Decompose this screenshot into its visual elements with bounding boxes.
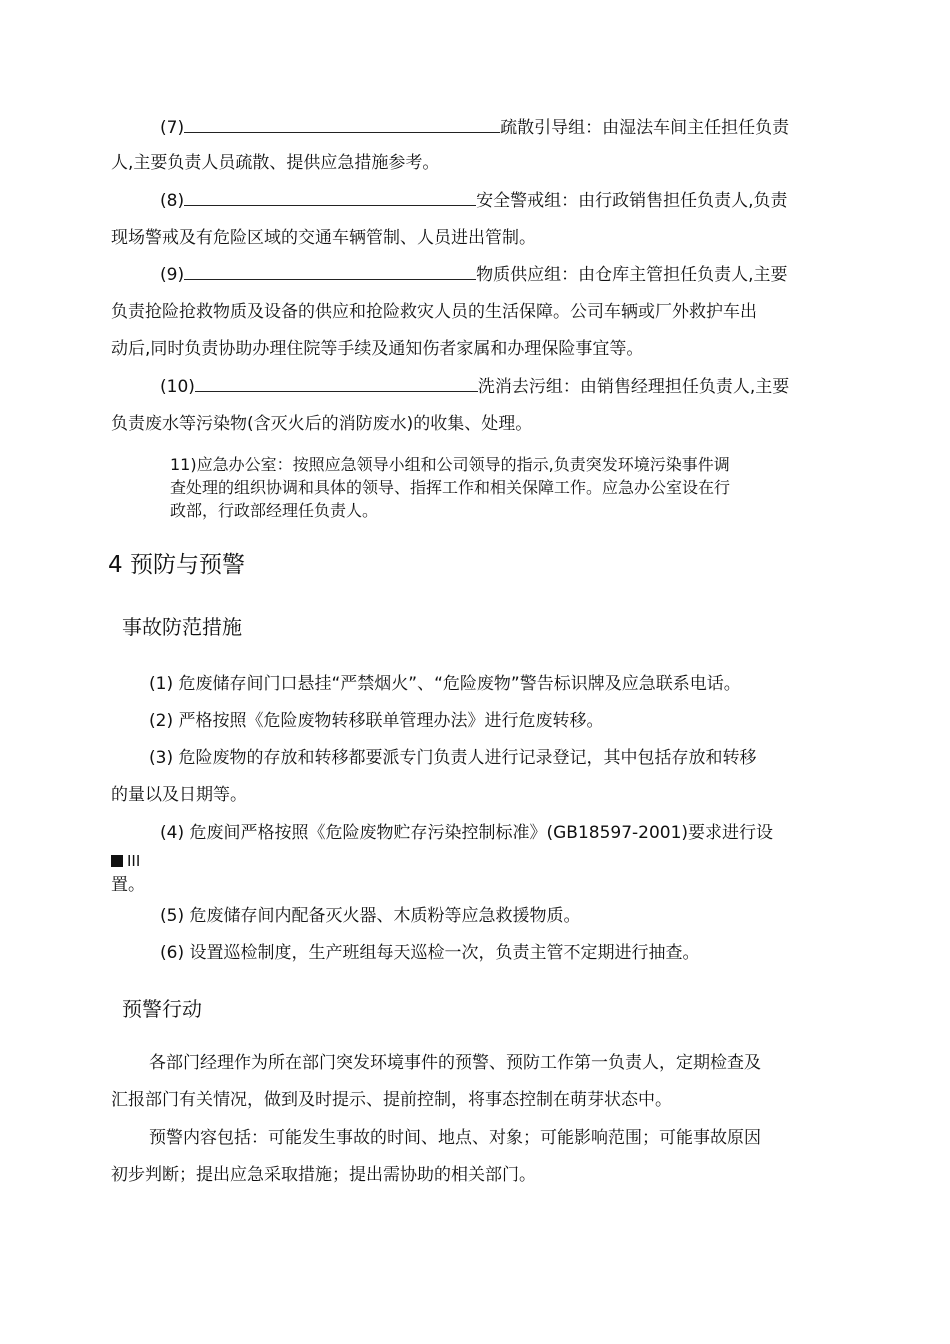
office-line-2: 查处理的组织协调和具体的领导、指挥工作和相关保障工作。应急办公室设在行 [170, 478, 731, 497]
measures-heading: 事故防范措施 [122, 615, 242, 639]
role-9-number: (9) [160, 265, 185, 285]
measure-2: (2) 严格按照《危险废物转移联单管理办法》进行危废转移。 [149, 711, 604, 731]
office-line-1: 11)应急办公室：按照应急领导小组和公司领导的指示,负责突发环境污染事件调 [170, 455, 730, 474]
role-10-number: (10) [160, 377, 195, 397]
warning-paragraph-2-line-2: 初步判断；提出应急采取措施；提出需协助的相关部门。 [111, 1165, 536, 1185]
office-line-3: 政部，行政部经理任负责人。 [170, 501, 379, 520]
measure-3-line-2: 的量以及日期等。 [111, 785, 247, 805]
black-square-icon [111, 855, 123, 867]
measure-1: (1) 危废储存间门口悬挂“严禁烟火”、“危险废物”警告标识牌及应急联系电话。 [149, 674, 741, 694]
role-9-title: 物质供应组：由仓库主管担任负责人,主要 [476, 265, 788, 285]
role-7-line [160, 117, 789, 139]
role-8-blank [184, 191, 476, 206]
role-9-continuation: 负责抢险抢救物质及设备的供应和抢险救灾人员的生活保障。公司车辆或厂外救护车出 [111, 302, 757, 322]
role-8-number: (8) [160, 191, 185, 211]
role-8-line [160, 190, 788, 212]
role-10-line [160, 376, 789, 398]
role-10-continuation: 负责废水等污染物(含灭火后的消防废水)的收集、处理。 [111, 414, 533, 434]
role-10-title: 洗消去污组：由销售经理担任负责人,主要 [477, 377, 790, 397]
warning-heading: 预警行动 [122, 997, 202, 1021]
measure-5: (5) 危废储存间内配备灭火器、木质粉等应急救援物质。 [160, 906, 581, 926]
role-10-blank [195, 377, 478, 392]
role-7-blank [184, 118, 500, 133]
scan-artifact [111, 852, 140, 870]
measure-6: (6) 设置巡检制度，生产班组每天巡检一次，负责主管不定期进行抽查。 [160, 943, 700, 963]
warning-paragraph-2-line-1: 预警内容包括：可能发生事故的时间、地点、对象；可能影响范围；可能事故原因 [149, 1128, 761, 1148]
scan-artifact-text: III [127, 852, 141, 870]
role-8-title: 安全警戒组：由行政销售担任负责人,负责 [476, 191, 788, 211]
role-7-title: 疏散引导组：由湿法车间主任担任负责 [500, 118, 790, 138]
role-9-continuation-2: 动后,同时负责协助办理住院等手续及通知伤者家属和办理保险事宜等。 [111, 339, 644, 359]
role-7-continuation: 人,主要负责人员疏散、提供应急措施参考。 [111, 153, 440, 173]
measure-4-line-1: (4) 危废间严格按照《危险废物贮存污染控制标准》(GB18597-2001)要求进行设 [160, 823, 774, 843]
role-9-blank [184, 265, 476, 280]
measure-4-line-2: 置。 [111, 875, 145, 895]
role-9-line [160, 264, 788, 286]
role-7-number: (7) [160, 118, 185, 138]
section-4-heading: 4 预防与预警 [108, 552, 245, 578]
warning-paragraph-1-line-1: 各部门经理作为所在部门突发环境事件的预警、预防工作第一负责人，定期检查及 [149, 1053, 761, 1073]
measure-3-line-1: (3) 危险废物的存放和转移都要派专门负责人进行记录登记，其中包括存放和转移 [149, 748, 757, 768]
warning-paragraph-1-line-2: 汇报部门有关情况，做到及时提示、提前控制，将事态控制在萌芽状态中。 [111, 1090, 672, 1110]
role-8-continuation: 现场警戒及有危险区域的交通车辆管制、人员进出管制。 [111, 228, 536, 248]
